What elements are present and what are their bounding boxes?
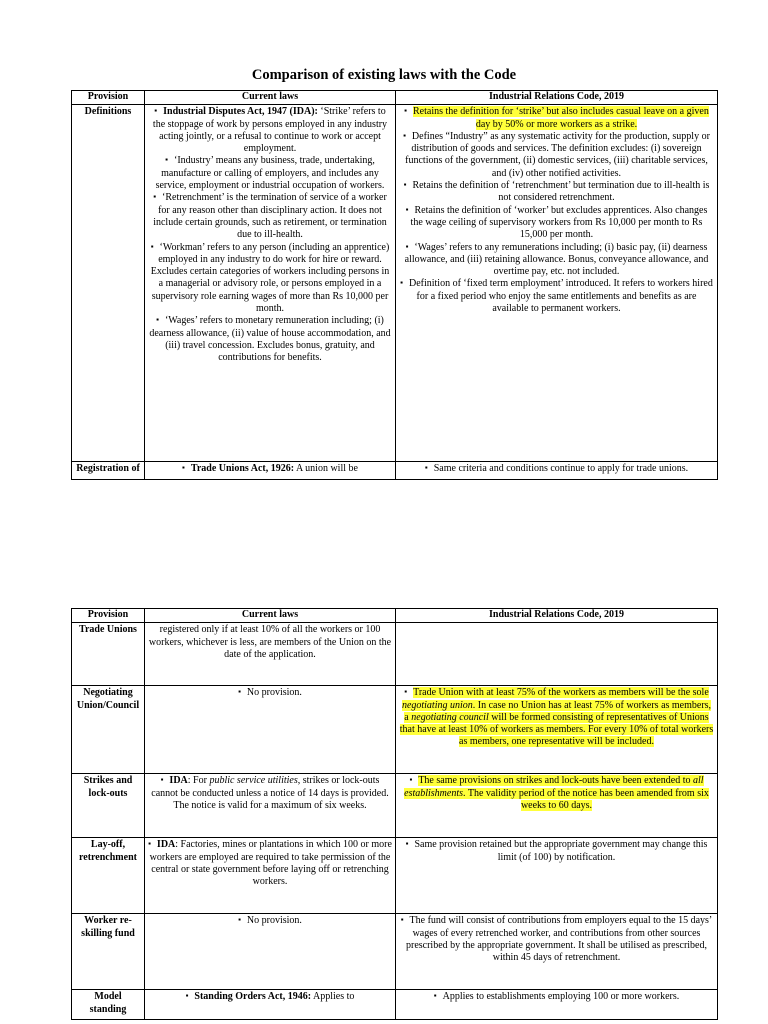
list-item: ▪ Same provision retained but the appropriate government may change this limit (of 100) by notification. bbox=[399, 839, 714, 864]
table-row bbox=[72, 686, 718, 774]
provision-cell: Lay-off, retrenchment bbox=[72, 838, 145, 914]
highlighted-text: The same provisions on strikes and lock-outs have been extended to all establishments. The validity period of the notice has been amended from six weeks to 60 days. bbox=[404, 775, 709, 811]
current-laws-cell bbox=[145, 990, 396, 1020]
list-item: ▪ Retains the definition of ‘worker’ but excludes apprentices. Also changes the wage ceiling of supervisory workers from Rs 10,000 per month to Rs 15,000 per month. bbox=[399, 205, 714, 242]
table-row bbox=[72, 462, 718, 479]
header-provision: Provision bbox=[72, 609, 145, 623]
list-item bbox=[399, 106, 714, 131]
comparison-table-2 bbox=[71, 608, 718, 1020]
header-code: Industrial Relations Code, 2019 bbox=[396, 609, 718, 623]
code-cell bbox=[396, 914, 718, 990]
header-code: Industrial Relations Code, 2019 bbox=[396, 91, 718, 105]
list-item: ▪ No provision. bbox=[148, 915, 392, 927]
highlighted-text: Retains the definition for ‘strike’ but also includes casual leave on a given day by 50% or more workers as a strike. bbox=[413, 106, 709, 130]
provision-cell: Registration of bbox=[72, 462, 145, 479]
provision-cell: Model standing bbox=[72, 990, 145, 1020]
code-cell bbox=[396, 462, 718, 479]
code-cell bbox=[396, 105, 718, 462]
code-cell bbox=[396, 838, 718, 914]
list-item bbox=[399, 687, 714, 748]
list-item: ▪ ‘Wages’ refers to any remunerations including; (i) basic pay, (ii) dearness allowance, and (iii) retaining allowance. Bonus, conveyance allowance, and overtime pay, etc. not included. bbox=[399, 242, 714, 279]
header-current-laws: Current laws bbox=[145, 91, 396, 105]
current-laws-cell bbox=[145, 462, 396, 479]
comparison-table-1 bbox=[71, 90, 718, 480]
table-row bbox=[72, 914, 718, 990]
table-row bbox=[72, 990, 718, 1020]
code-cell bbox=[396, 623, 718, 686]
header-provision: Provision bbox=[72, 91, 145, 105]
list-item: ▪ Retains the definition of ‘retrenchment’ but termination due to ill-health is not considered retrenchment. bbox=[399, 180, 714, 205]
code-cell bbox=[396, 990, 718, 1020]
list-item: ▪ Same criteria and conditions continue to apply for trade unions. bbox=[399, 463, 714, 475]
highlighted-text: Trade Union with at least 75% of the workers as members will be the sole negotiating union. In case no Union has at least 75% of workers as members, a negotiating council will be formed consisting of representatives of Unions that have at least 10% of workers as members. For every 10% of total workers as members, one representative will be included. bbox=[399, 687, 714, 748]
list-item: ▪ ‘Industry’ means any business, trade, undertaking, manufacture or calling of employers, and includes any service, employment or industrial occupation of workers. bbox=[148, 155, 392, 192]
current-laws-cell bbox=[145, 686, 396, 774]
table-header-row bbox=[72, 609, 718, 623]
table-row bbox=[72, 774, 718, 838]
provision-cell: Trade Unions bbox=[72, 623, 145, 686]
table-row bbox=[72, 838, 718, 914]
list-item: ▪ ‘Workman’ refers to any person (including an apprentice) employed in any industry to do work for hire or reward. Excludes certain categories of workers including persons in a managerial or advisory role, or persons employed in a supervisory role earning wages of more than Rs 10,000 per month. bbox=[148, 242, 392, 316]
list-item: ▪ Standing Orders Act, 1946: Applies to bbox=[148, 991, 392, 1003]
current-laws-cell bbox=[145, 105, 396, 462]
list-item: ▪ No provision. bbox=[148, 687, 392, 699]
table-header-row bbox=[72, 91, 718, 105]
provision-cell: Strikes and lock-outs bbox=[72, 774, 145, 838]
code-cell bbox=[396, 686, 718, 774]
list-item: ▪ Defines “Industry” as any systematic activity for the production, supply or distribution of goods and services. The definition excludes: (i) sovereign functions of the government, (ii) domestic services, (iii) charitable services, and (iv) other notified activities. bbox=[399, 131, 714, 180]
table-row bbox=[72, 623, 718, 686]
list-item: ▪ Definition of ‘fixed term employment’ introduced. It refers to workers hired for a fixed period who enjoy the same entitlements and benefits as are available to permanent workers. bbox=[399, 278, 714, 315]
current-laws-cell: registered only if at least 10% of all the workers or 100 workers, whichever is less, are members of the Union on the date of the application. bbox=[145, 623, 396, 686]
provision-cell: Worker re-skilling fund bbox=[72, 914, 145, 990]
table-row bbox=[72, 105, 718, 462]
list-item: ▪ The fund will consist of contributions from employers equal to the 15 days’ wages of every retrenched worker, and contributions from other sources prescribed by the appropriate government. It shall be utilised as prescribed, within 45 days of retrenchment. bbox=[399, 915, 714, 964]
current-laws-cell bbox=[145, 774, 396, 838]
provision-cell: Negotiating Union/Council bbox=[72, 686, 145, 774]
current-laws-cell bbox=[145, 914, 396, 990]
current-laws-cell bbox=[145, 838, 396, 914]
list-item: ▪ IDA: Factories, mines or plantations in which 100 or more workers are employed are required to take permission of the central or state government before laying off or retrenching workers. bbox=[148, 839, 392, 888]
list-item: ▪ Trade Unions Act, 1926: A union will be bbox=[148, 463, 392, 475]
header-current-laws: Current laws bbox=[145, 609, 396, 623]
list-item: ▪ Applies to establishments employing 100 or more workers. bbox=[399, 991, 714, 1003]
list-item bbox=[399, 775, 714, 812]
list-item: ▪ ‘Wages’ refers to monetary remuneration including; (i) dearness allowance, (ii) value of house accommodation, and (iii) travel concession. Excludes bonus, gratuity, and contributions for benefits. bbox=[148, 315, 392, 364]
list-item: ▪ Industrial Disputes Act, 1947 (IDA): ‘Strike’ refers to the stoppage of work by persons employed in any industry acting jointly, or a refusal to continue to work or accept employment. bbox=[148, 106, 392, 155]
list-item: ▪ IDA: For public service utilities, strikes or lock-outs cannot be conducted unless a notice of 14 days is provided. The notice is valid for a maximum of six weeks. bbox=[148, 775, 392, 812]
list-item: ▪ ‘Retrenchment’ is the termination of service of a worker for any reason other than disciplinary action. It does not include certain grounds, such as retirement, or termination due to ill-health. bbox=[148, 192, 392, 241]
code-cell bbox=[396, 774, 718, 838]
page-title: Comparison of existing laws with the Code bbox=[251, 67, 517, 83]
provision-cell: Definitions bbox=[72, 105, 145, 462]
